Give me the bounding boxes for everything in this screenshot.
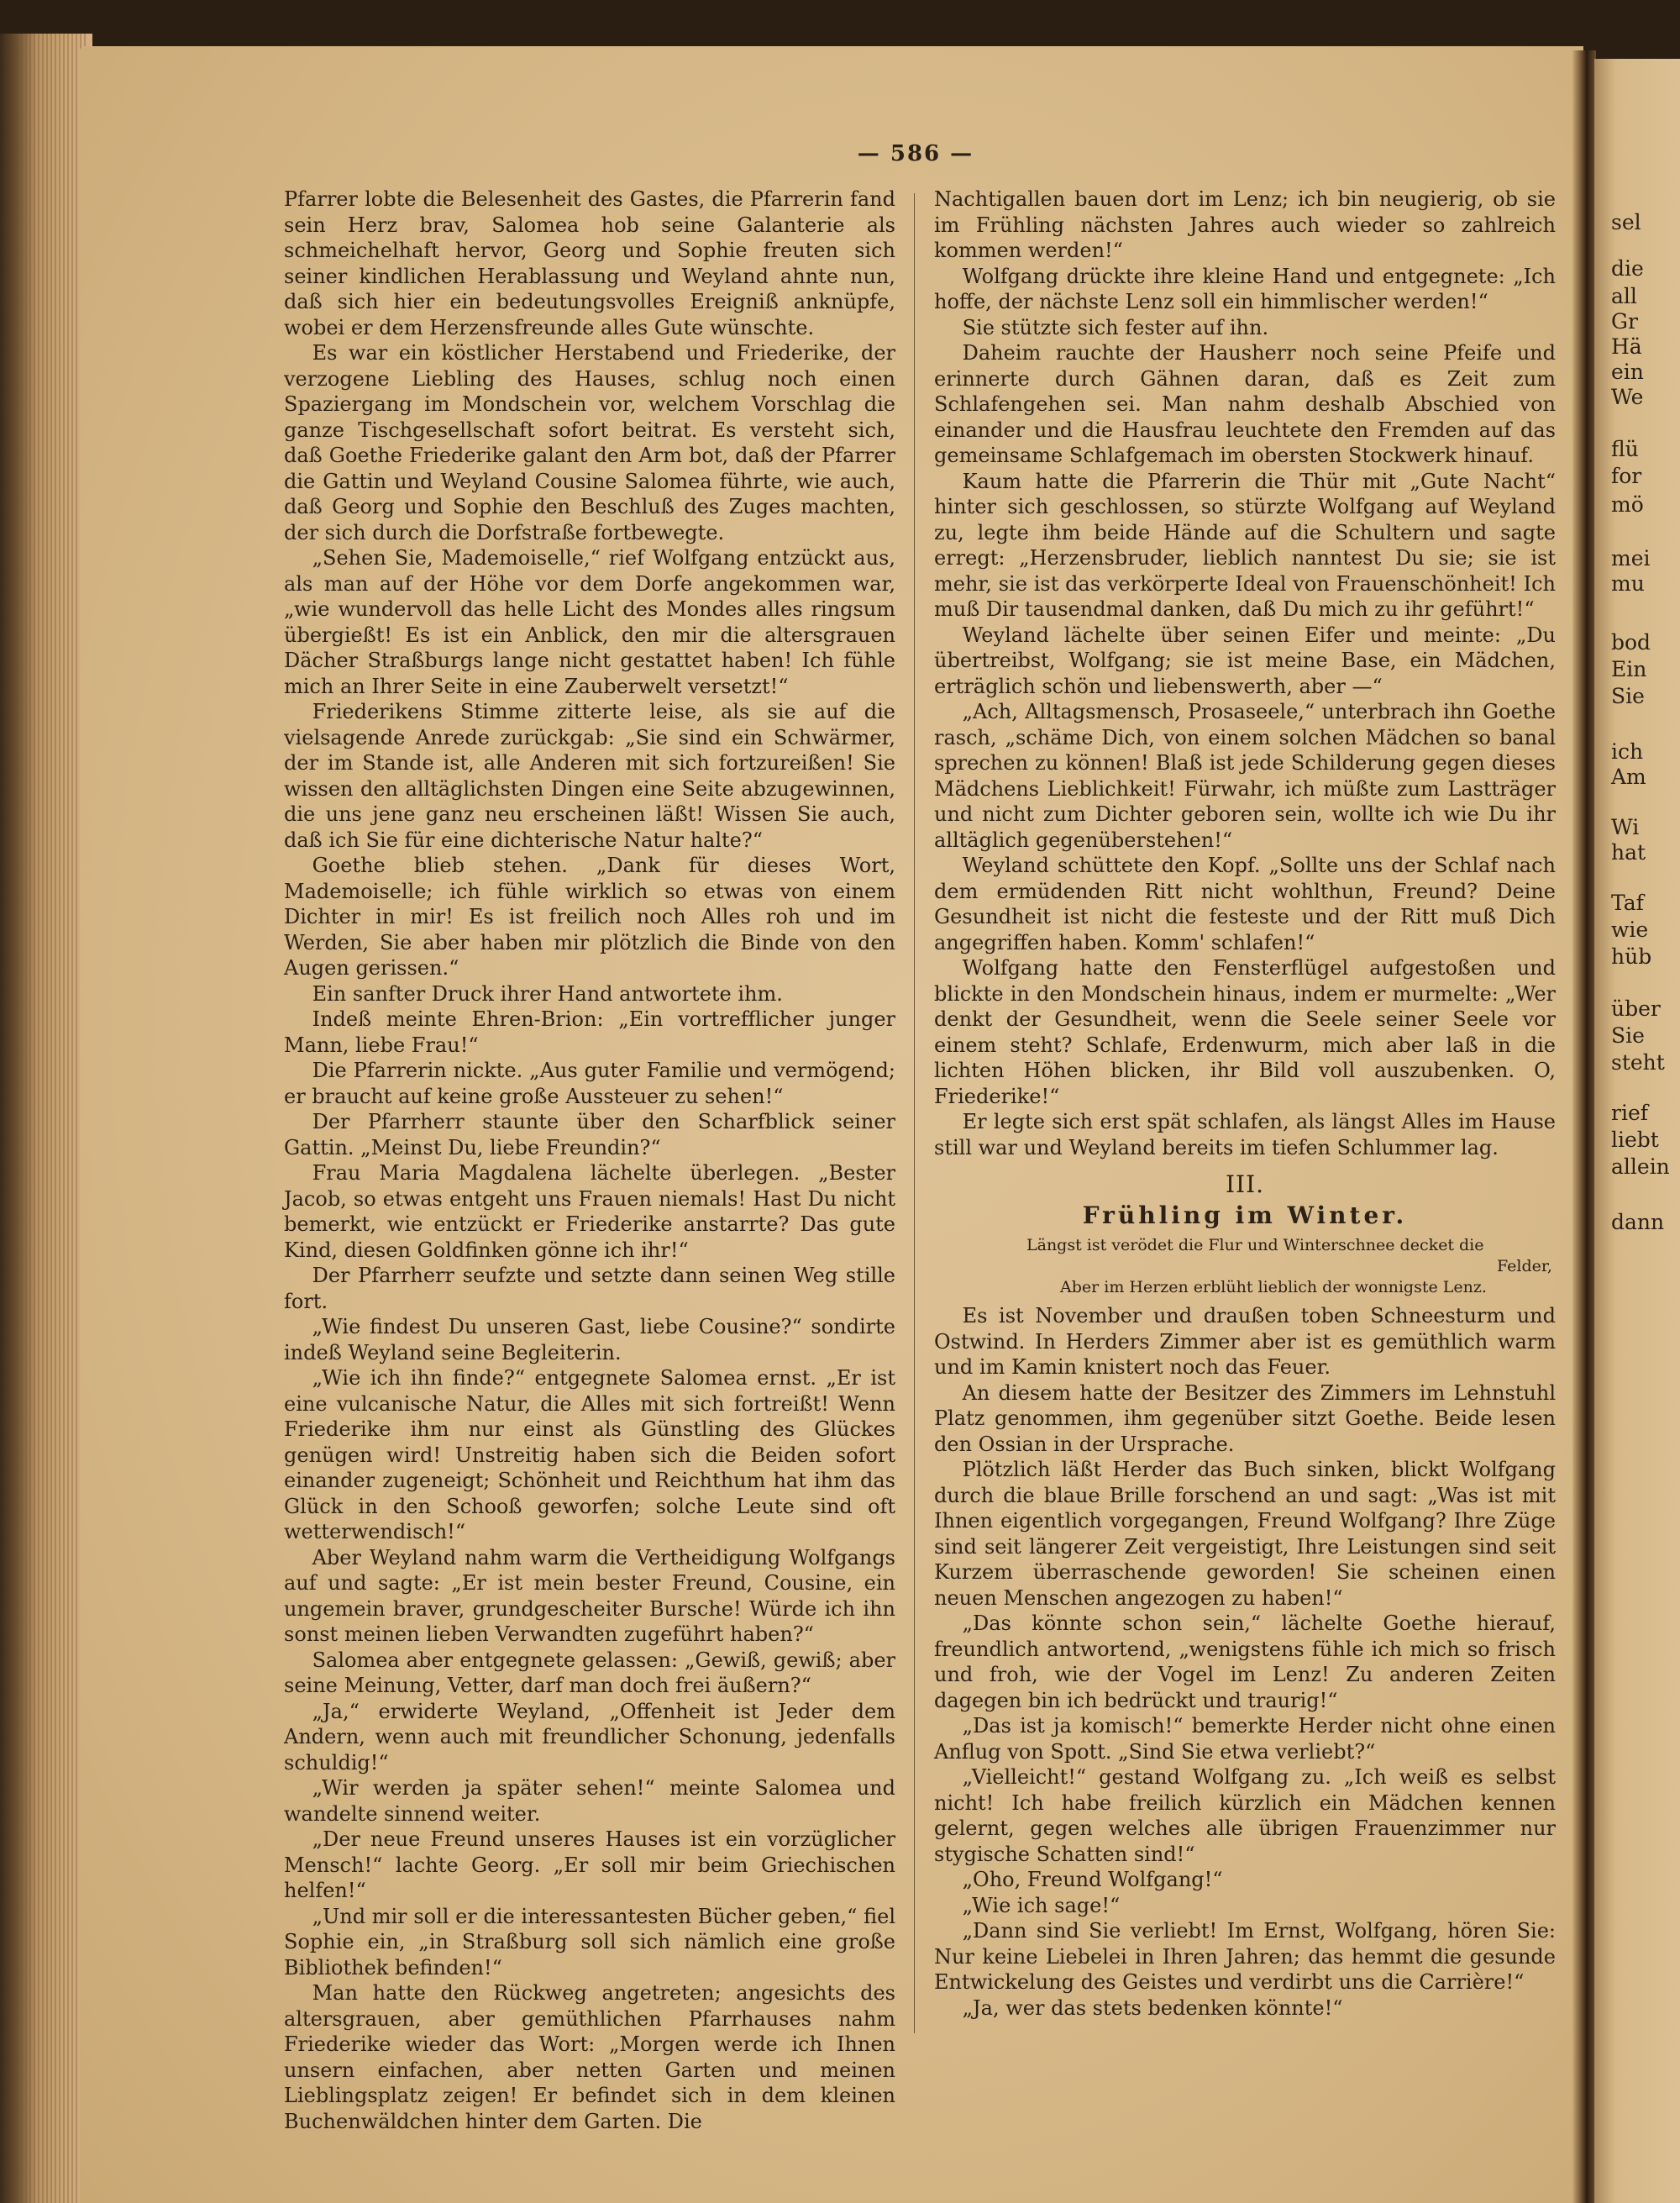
right-column-part-two bbox=[934, 1303, 1556, 2021]
paragraph: Daheim rauchte der Hausherr noch seine Pfeife und erinnerte durch Gähnen daran, daß es Zeit zum Schlafengehen sei. Man nahm deshalb Abschied von einander und die Hausfrau leuchtete den Fremden auf das gemeinsame Schlafgemach im obersten Stockwerk hinauf. bbox=[934, 341, 1556, 467]
paragraph: „Sehen Sie, Mademoiselle,“ rief Wolfgang entzückt aus, als man auf der Höhe vor dem Dorfe angekommen war, „wie wundervoll das helle Licht des Mondes alles ringsum übergießt! Es ist ein Anblick, den mir die altersgrauen Dächer Straßburgs lange nicht gestattet haben! Ich fühle mich an Ihrer Seite in eine Zauberwelt versetzt!“ bbox=[284, 546, 895, 698]
adjacent-page-fragment bbox=[1594, 59, 1680, 2203]
paragraph: „Oho, Freund Wolfgang!“ bbox=[962, 1868, 1223, 1891]
paragraph: Ein sanfter Druck ihrer Hand antwortete ihm. bbox=[312, 981, 783, 1006]
paragraph: „Wie ich ihn finde?“ entgegnete Salomea ernst. „Er ist eine vulcanische Natur, die Alles mit sich fortreißt! Wenn Friederike ihm nur einst als Günstling des Glückes genügen wird! Unstreitig haben sich die Beiden sofort einander zugeneigt; Schönheit und Reichthum hat ihm das Glück in den Schooß geworfen; solche Leute sind oft wetterwendisch!“ bbox=[284, 1366, 895, 1543]
next-page-text-fragment: for bbox=[1611, 464, 1642, 488]
paragraph: „Das könnte schon sein,“ lächelte Goethe hierauf, freundlich antwortend, „wenigstens fühle ich mich so frisch und froh, wie der Vogel im Lenz! Zu anderen Zeiten dagegen bin ich bedrückt und traurig!“ bbox=[934, 1612, 1556, 1712]
next-page-text-fragment: ein bbox=[1611, 360, 1644, 384]
paragraph: Plötzlich läßt Herder das Buch sinken, blickt Wolfgang durch die blaue Brille forschend an und sagt: „Was ist mit Ihnen eigentlich vorgegangen, Freund Wolfgang? Ihre Züge sind seit längerer Zeit vergeistigt, Ihre Leistungen sind seit Kurzem überraschende geworden! Sie scheinen einen neuen Menschen angezogen zu haben!“ bbox=[934, 1458, 1556, 1610]
next-page-text-fragment: dann bbox=[1611, 1210, 1665, 1234]
chapter-title: Frühling im Winter. bbox=[1082, 1201, 1408, 1229]
paragraph: Es war ein köstlicher Herstabend und Friederike, der verzogene Liebling des Hauses, schlug noch einen Spaziergang im Mondschein vor, welchem Vorschlag die ganze Tischgesellschaft sofort beitrat. Es versteht sich, daß Goethe Friederike galant den Arm bot, daß der Pfarrer die Gattin und Weyland Cousine Salomea führte, wie auch, daß Georg und Sophie den Beschluß des Zuges machten, der sich durch die Dorfstraße fortbewegte. bbox=[284, 341, 895, 544]
next-page-text-fragment: Sie bbox=[1611, 684, 1645, 708]
chapter-number: III. bbox=[1225, 1170, 1265, 1198]
next-page-text-fragment: liebt bbox=[1611, 1128, 1659, 1152]
next-page-text-fragment: steht bbox=[1611, 1050, 1665, 1075]
paragraph: Sie stützte sich fester auf ihn. bbox=[962, 315, 1269, 339]
page-block-edge bbox=[0, 34, 92, 2203]
paragraph: Weyland schüttete den Kopf. „Sollte uns der Schlaf nach dem ermüdenden Ritt nicht wohlthun, Freund? Deine Gesundheit ist nicht die festeste und der Ritt muß Dich angegriffen haben. Komm' schlafen!“ bbox=[934, 854, 1556, 954]
book-gutter bbox=[1572, 50, 1596, 2203]
paragraph: „Ach, Alltagsmensch, Prosaseele,“ unterbrach ihn Goethe rasch, „schäme Dich, von einem solchen Mädchen so banal sprechen zu können! Blaß ist jede Schilderung gegen dieses Mädchens Lieblichkeit! Fürwahr, ich müßte zum Lastträger und nicht zum Dichter geboren sein, wollte ich wie Du ihr alltäglich gegenüberstehen!“ bbox=[934, 700, 1556, 852]
next-page-text-fragment: ich bbox=[1611, 739, 1644, 764]
paragraph: „Und mir soll er die interessantesten Bücher geben,“ fiel Sophie ein, „in Straßburg soll sich nämlich eine große Bibliothek befinden!“ bbox=[284, 1904, 895, 1980]
paragraph: „Dann sind Sie verliebt! Im Ernst, Wolfgang, hören Sie: Nur keine Liebelei in Ihren Jahren; das hemmt die gesunde Entwickelung des Geistes und verdirbt uns die Carrière!“ bbox=[934, 1919, 1556, 1994]
next-page-text-fragment: rief bbox=[1611, 1101, 1648, 1125]
next-page-text-fragment: We bbox=[1611, 385, 1644, 409]
next-page-text-fragment: Gr bbox=[1611, 309, 1638, 334]
paragraph: Der Pfarrherr seufzte und setzte dann seinen Weg stille fort. bbox=[284, 1264, 895, 1313]
page-number: — 586 — bbox=[857, 141, 974, 166]
paragraph: „Wie ich sage!“ bbox=[962, 1893, 1121, 1917]
paragraph: An diesem hatte der Besitzer des Zimmers im Lehnstuhl Platz genommen, ihm gegenüber sitzt Goethe. Beide lesen den Ossian in der Ursprache. bbox=[934, 1380, 1556, 1456]
paragraph: Es ist November und draußen toben Schneesturm und Ostwind. In Herders Zimmer aber ist es gemüthlich warm und im Kamin knistert noch das Feuer. bbox=[934, 1304, 1556, 1379]
column-divider bbox=[914, 193, 915, 2033]
next-page-text-fragment: all bbox=[1611, 284, 1637, 308]
paragraph: Der Pfarrherr staunte über den Scharfblick seiner Gattin. „Meinst Du, liebe Freundin?“ bbox=[284, 1110, 895, 1159]
paragraph: Goethe blieb stehen. „Dank für dieses Wort, Mademoiselle; ich fühle wirklich so etwas von einem Dichter in mir! Es ist freilich noch Alles roh und im Werden, Sie aber haben mir plötzlich die Binde von den Augen gerissen.“ bbox=[284, 854, 895, 980]
next-page-text-fragment: allein bbox=[1611, 1154, 1670, 1179]
paragraph: Wolfgang drückte ihre kleine Hand und entgegnete: „Ich hoffe, der nächste Lenz soll ein himmlischer werden!“ bbox=[934, 264, 1556, 313]
paragraph: „Wir werden ja später sehen!“ meinte Salomea und wandelte sinnend weiter. bbox=[284, 1776, 895, 1826]
paragraph: Kaum hatte die Pfarrerin die Thür mit „Gute Nacht“ hinter sich geschlossen, so stürzte Wolfgang auf Weyland zu, legte ihm beide Hände auf die Schultern und sagte erregt: „Herzensbruder, lieblich nanntest Du sie; sie ist mehr, sie ist das verkörperte Ideal von Frauenschönheit! Ich muß Dir tausendmal danken, daß Du mich zu ihr geführt!“ bbox=[934, 469, 1556, 621]
next-page-text-fragment: hat bbox=[1611, 840, 1646, 865]
chapter-motto bbox=[934, 1235, 1556, 1298]
next-page-text-fragment: über bbox=[1611, 996, 1661, 1021]
next-page-text-fragment: Am bbox=[1611, 765, 1646, 789]
right-text-column bbox=[934, 187, 1556, 2021]
next-page-text-fragment: mu bbox=[1611, 571, 1645, 596]
next-page-text-fragment: Ein bbox=[1611, 657, 1647, 681]
motto-line: Längst ist verödet die Flur und Winterschnee decket die bbox=[1026, 1236, 1484, 1254]
paragraph: Indeß meinte Ehren-Brion: „Ein vortrefflicher junger Mann, liebe Frau!“ bbox=[284, 1007, 895, 1057]
next-page-text-fragment: Wi bbox=[1611, 815, 1640, 839]
paragraph: Salomea aber entgegnete gelassen: „Gewiß, gewiß; aber seine Meinung, Vetter, darf man doch frei äußern?“ bbox=[284, 1648, 895, 1697]
left-text-column bbox=[284, 187, 895, 2134]
next-page-text-fragment: sel bbox=[1611, 210, 1641, 234]
paragraph: Nachtigallen bauen dort im Lenz; ich bin neugierig, ob sie im Frühling nächsten Jahres auch wieder so zahlreich kommen werden!“ bbox=[934, 187, 1556, 262]
paragraph: Pfarrer lobte die Belesenheit des Gastes, die Pfarrerin fand sein Herz brav, Salomea hob seine Galanterie als schmeichelhaft hervor, Georg und Sophie freuten sich seiner kindlichen Herablassung und Weyland ahnte nun, daß sich hier ein bedeutungsvolles Ereigniß anknüpfe, wobei er dem Herzensfreunde alles Gute wünschte. bbox=[284, 187, 895, 339]
paragraph: „Ja,“ erwiderte Weyland, „Offenheit ist Jeder dem Andern, wenn auch mit freundlicher Schonung, jedenfalls schuldig!“ bbox=[284, 1699, 895, 1774]
paragraph: Frau Maria Magdalena lächelte überlegen. „Bester Jacob, so etwas entgeht uns Frauen niemals! Hast Du nicht bemerkt, wie entzückt er Friederike anstarrte? Das gute Kind, diesen Goldfinken gönne ich ihr!“ bbox=[284, 1161, 895, 1262]
motto-line: Aber im Herzen erblüht lieblich der wonnigste Lenz. bbox=[1060, 1278, 1487, 1296]
paragraph: Man hatte den Rückweg angetreten; angesichts des altersgrauen, aber gemüthlichen Pfarrhauses nahm Friederike wieder das Wort: „Morgen werde ich Ihnen unsern einfachen, aber netten Garten und meinen Lieblingsplatz zeigen! Er befindet sich in dem kleinen Buchenwäldchen hinter dem Garten. Die bbox=[284, 1981, 895, 2133]
next-page-text-fragment: Taf bbox=[1611, 891, 1644, 915]
next-page-text-fragment: flü bbox=[1611, 437, 1639, 461]
paragraph: Die Pfarrerin nickte. „Aus guter Familie und vermögend; er braucht auf keine große Aussteuer zu sehen!“ bbox=[284, 1059, 895, 1108]
next-page-text-fragment: mö bbox=[1611, 492, 1644, 517]
right-column-part-one bbox=[934, 187, 1556, 1160]
paragraph: Er legte sich erst spät schlafen, als längst Alles im Hause still war und Weyland bereits im tiefen Schlummer lag. bbox=[934, 1110, 1556, 1159]
paragraph: „Der neue Freund unseres Hauses ist ein vorzüglicher Mensch!“ lachte Georg. „Er soll mir beim Griechischen helfen!“ bbox=[284, 1827, 895, 1902]
next-page-text-fragment: Sie bbox=[1611, 1023, 1645, 1048]
next-page-text-fragment: hüb bbox=[1611, 944, 1652, 969]
paragraph: „Wie findest Du unseren Gast, liebe Cousine?“ sondirte indeß Weyland seine Begleiterin. bbox=[284, 1315, 895, 1364]
paragraph: Weyland lächelte über seinen Eifer und meinte: „Du übertreibst, Wolfgang; sie ist meine Base, ein Mädchen, erträglich schön und liebenswerth, aber —“ bbox=[934, 623, 1556, 698]
motto-line: Felder, bbox=[1497, 1257, 1552, 1275]
next-page-text-fragment: wie bbox=[1611, 917, 1649, 942]
paragraph: Friederikens Stimme zitterte leise, als sie auf die vielsagende Anrede zurückgab: „Sie sind ein Schwärmer, der im Stande ist, alle Anderen mit sich fortzureißen! Sie wissen den alltäglichsten Dingen eine Seite abzugewinnen, die uns jene ganz neu erscheinen läßt! Wissen Sie auch, daß ich Sie für eine dichterische Natur halte?“ bbox=[284, 700, 895, 852]
next-page-text-fragment: bod bbox=[1611, 630, 1651, 655]
paragraph: „Ja, wer das stets bedenken könnte!“ bbox=[962, 1995, 1343, 2020]
paragraph: „Vielleicht!“ gestand Wolfgang zu. „Ich weiß es selbst nicht! Ich habe freilich kürzlich ein Mädchen kennen gelernt, gegen welches alle übrigen Frauenzimmer nur stygische Schatten sind!“ bbox=[934, 1765, 1556, 1866]
paragraph: Aber Weyland nahm warm die Vertheidigung Wolfgangs auf und sagte: „Er ist mein bester Freund, Cousine, ein ungemein braver, grundgescheiter Bursche! Würde ich ihn sonst meinen lieben Verwandten zugeführt haben?“ bbox=[284, 1545, 895, 1646]
paragraph: Wolfgang hatte den Fensterflügel aufgestoßen und blickte in den Mondschein hinaus, indem er murmelte: „Wer denkt der Gesundheit, wenn die Seele seiner Seele vor einem steht? Schlafe, Erdenwurm, mich aber laß in die lichten Höhen blicken, ihr Bild voll auszubenken. O, Friederike!“ bbox=[934, 956, 1556, 1108]
next-page-text-fragment: mei bbox=[1611, 546, 1651, 570]
next-page-text-fragment: die bbox=[1611, 256, 1644, 281]
paragraph: „Das ist ja komisch!“ bemerkte Herder nicht ohne einen Anflug von Spott. „Sind Sie etwa verliebt?“ bbox=[934, 1714, 1556, 1764]
next-page-text-fragment: Hä bbox=[1611, 334, 1642, 359]
